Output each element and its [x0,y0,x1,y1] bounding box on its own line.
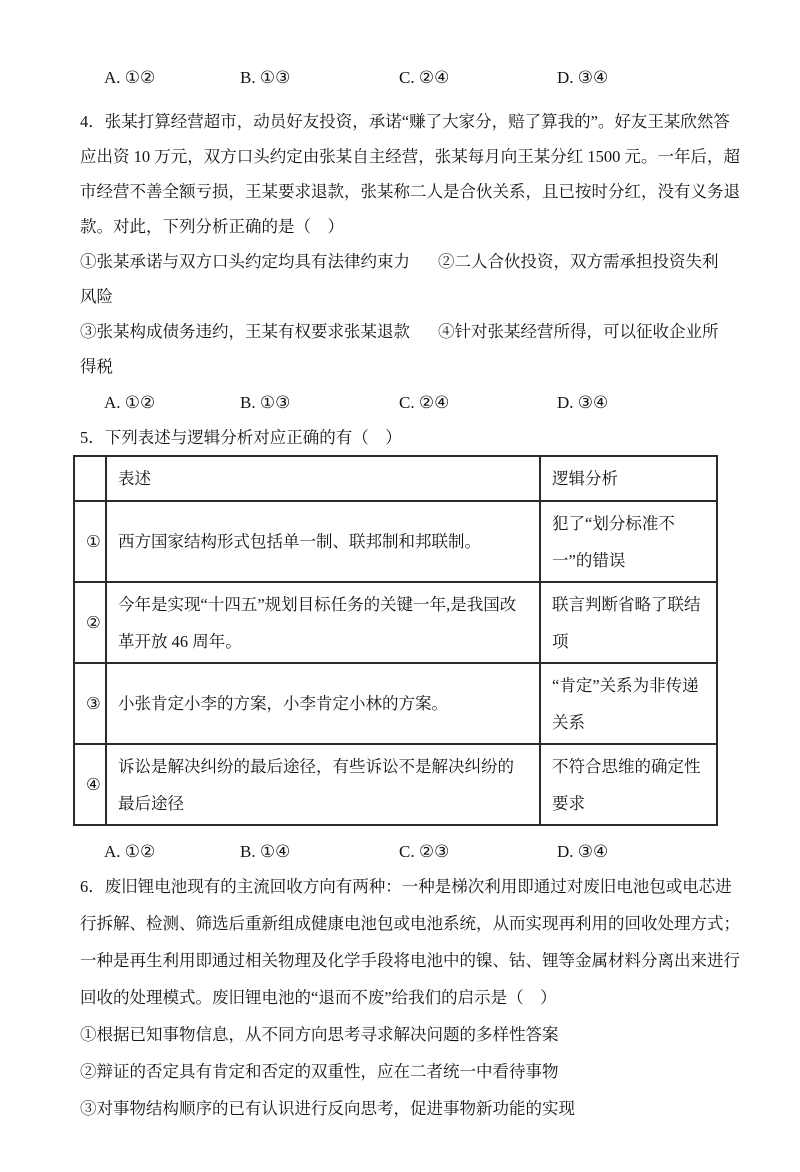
question-6-choice-line: ①根据已知事物信息，从不同方向思考寻求解决问题的多样性答案 [80,1025,559,1044]
row-statement: 小张肯定小李的方案，小李肯定小林的方案。 [106,663,540,744]
table-row [74,744,717,825]
option-c: C. ②④ [399,393,450,412]
question-6-choice-line: ③对事物结构顺序的已有认识进行反向思考，促进事物新功能的实现 [80,1099,575,1118]
question-6-line: 行拆解、检测、筛选后重新组成健康电池包或电池系统，从而实现再利用的回收处理方式； [80,914,740,933]
row-analysis: 不符合思维的确定性要求 [540,744,717,825]
option-b: B. ①④ [240,842,291,861]
option-a: A. ①② [104,393,156,412]
choice-2-wrap-text: 风险 [80,287,113,306]
row-analysis: 犯了“划分标准不一”的错误 [540,501,717,582]
question-6-line: 6．废旧锂电池现有的主流回收方向有两种：一种是梯次利用即通过对废旧电池包或电芯进 [80,877,732,896]
answer-options-row-q3 [0,60,800,95]
question-4-choice-line [80,349,760,384]
choice-3-text: ③张某构成债务违约，王某有权要求张某退款 [80,322,410,341]
question-6-choice-line: ②辩证的否定具有肯定和否定的双重性，应在二者统一中看待事物 [80,1062,559,1081]
option-d: D. ③④ [557,393,609,412]
question-4-line: 市经营不善全额亏损，王某要求退款，张某称二人是合伙关系，且已按时分红，没有义务退 [80,182,740,201]
question-4-line: 款。对此，下列分析正确的是（ ） [80,217,344,236]
question-4-line: 4．张某打算经营超市，动员好友投资，承诺“赚了大家分，赔了算我的”。好友王某欣然答 [80,112,730,131]
question-5-title: 5．下列表述与逻辑分析对应正确的有（ ） [80,428,402,447]
choice-4-wrap-text: 得税 [80,357,113,376]
row-statement: 今年是实现“十四五”规划目标任务的关键一年,是我国改革开放 46 周年。 [106,582,540,663]
row-number: ① [74,501,106,582]
header-analysis: 逻辑分析 [540,456,717,501]
choice-4-text: ④针对张某经营所得，可以征收企业所 [438,322,719,341]
option-a: A. ①② [104,68,156,87]
question-4-choice-line [80,314,760,349]
question-4-line: 应出资 10 万元，双方口头约定由张某自主经营，张某每月向王某分红 1500 元。一年后，超 [80,147,740,166]
table-row [74,501,717,582]
choice-2-text: ②二人合伙投资，双方需承担投资失利 [438,252,719,271]
row-number: ③ [74,663,106,744]
table-header-row [74,456,717,501]
question-5 [80,420,760,455]
question-4 [80,104,760,384]
row-analysis: “肯定”关系为非传递关系 [540,663,717,744]
option-a: A. ①② [104,842,156,861]
option-b: B. ①③ [240,68,291,87]
option-d: D. ③④ [557,68,609,87]
row-statement: 诉讼是解决纠纷的最后途径，有些诉讼不是解决纠纷的最后途径 [106,744,540,825]
question-4-choice-line [80,279,760,314]
answer-options-row-q5 [0,834,800,869]
option-b: B. ①③ [240,393,291,412]
option-d: D. ③④ [557,842,609,861]
question-6-line: 回收的处理模式。废旧锂电池的“退而不废”给我们的启示是（ ） [80,988,557,1007]
row-number: ④ [74,744,106,825]
question-4-choice-line [80,244,760,279]
choice-1-text: ①张某承诺与双方口头约定均具有法律约束力 [80,252,410,271]
table-row [74,582,717,663]
row-analysis: 联言判断省略了联结项 [540,582,717,663]
header-blank [74,456,106,501]
row-statement: 西方国家结构形式包括单一制、联邦制和邦联制。 [106,501,540,582]
header-statement: 表述 [106,456,540,501]
row-number: ② [74,582,106,663]
question-6 [80,868,760,1127]
answer-options-row-q4 [0,385,800,420]
option-c: C. ②③ [399,842,450,861]
question-6-line: 一种是再生利用即通过相关物理及化学手段将电池中的镍、钴、锂等金属材料分离出来进行 [80,951,740,970]
logic-analysis-table [73,455,718,826]
table-row [74,663,717,744]
option-c: C. ②④ [399,68,450,87]
